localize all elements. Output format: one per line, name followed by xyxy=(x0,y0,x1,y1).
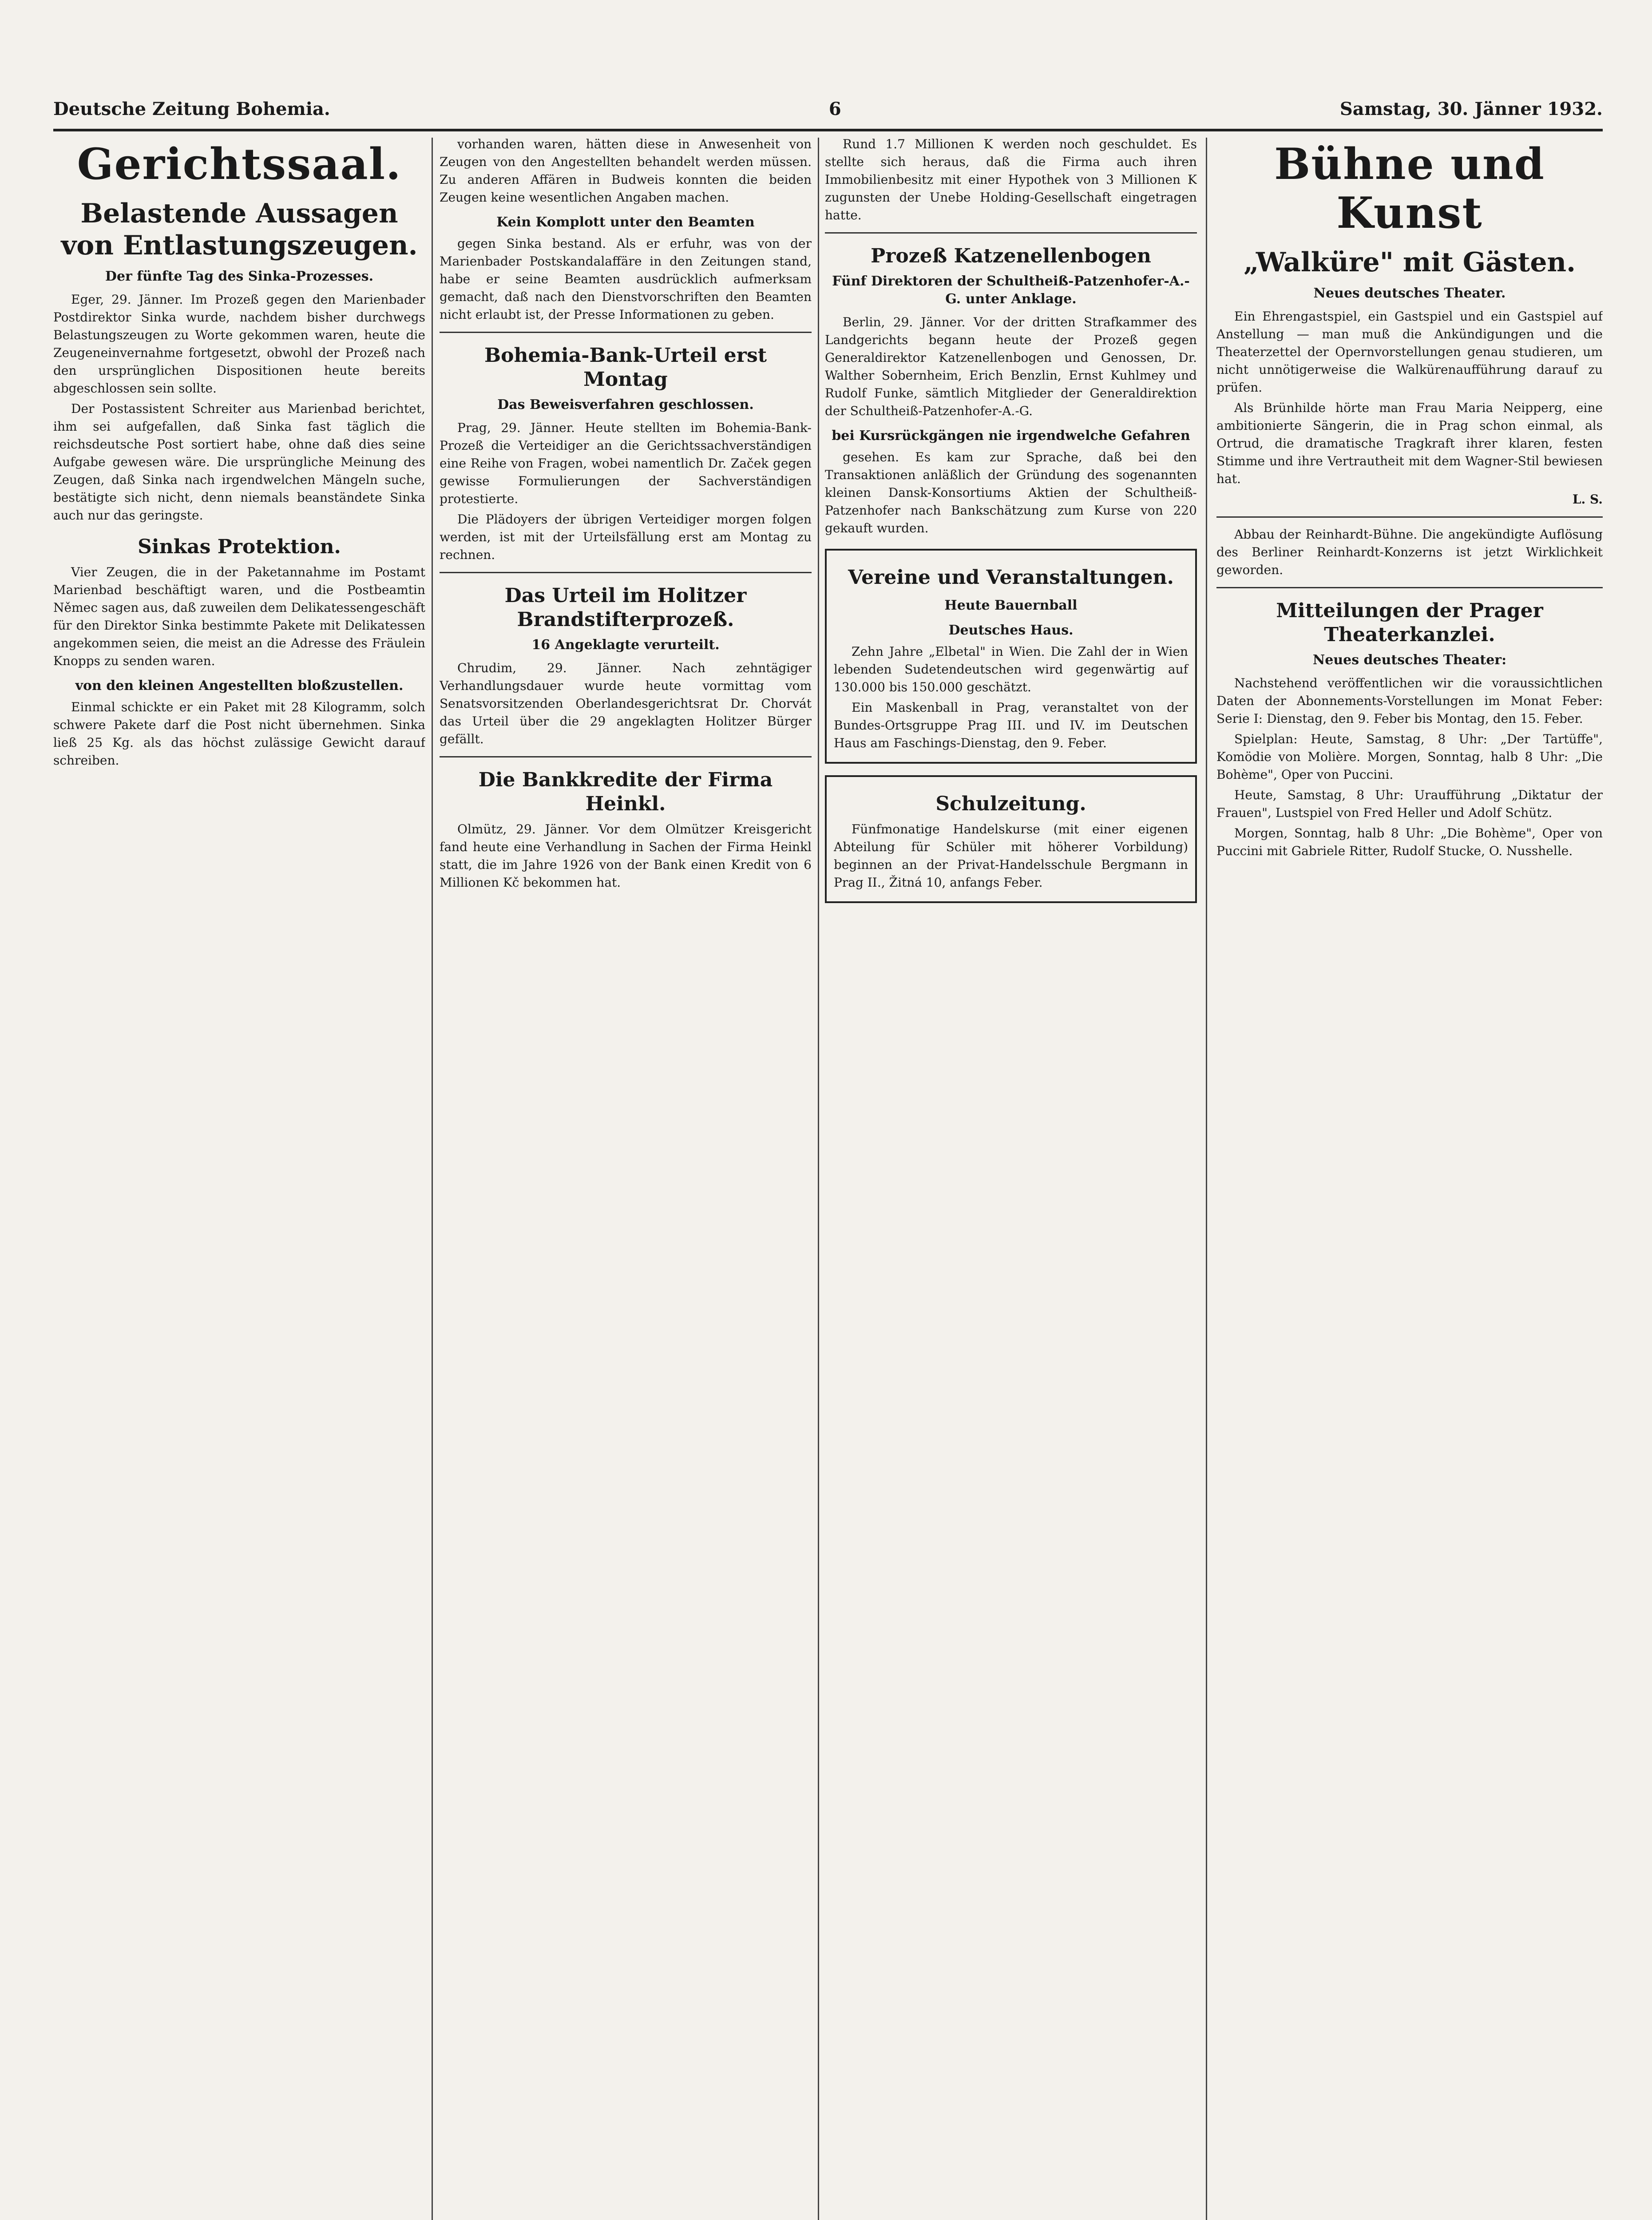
divider xyxy=(440,572,812,573)
paragraph: Ein Ehrengastspiel, ein Gastspiel und ein Gastspiel auf Anstellung — man muß die Ankündigungen und die Theaterzettel der Opernvorstellungen genau studieren, um nicht unnötigerweise die Walkürenaufführung darauf zu prüfen. xyxy=(1216,309,1603,395)
article-kicker: 16 Angeklagte verurteilt. xyxy=(531,637,720,653)
column-1 xyxy=(53,135,425,2220)
article-kicker-sinka: Der fünfte Tag des Sinka-Prozesses. xyxy=(105,269,374,284)
divider xyxy=(440,756,812,757)
paragraph: Die Plädoyers der übrigen Verteidiger morgen folgen werden, ist mit der Urteilsfällung erst am Montag zu rechnen. xyxy=(440,512,812,562)
paragraph: Der Postassistent Schreiter aus Marienbad berichtet, ihm sei aufgefallen, daß Sinka fast täglich die reichsdeutsche Post sortiert habe, ohne daß dies seine Aufgabe gewesen wäre. Die ursprüngliche Meinung des Zeugen, daß Sinka nach irgendwelchen Mängeln suche, bestätigte sich nicht, denn niemals beanständete Sinka auch nur das geringste. xyxy=(53,401,425,523)
section-title-stage: Bühne und Kunst xyxy=(1274,139,1545,238)
subheading: bei Kursrückgängen nie irgendwelche Gefahren xyxy=(832,428,1190,444)
article-title-katzenellenbogen: Prozeß Katzenellenbogen xyxy=(871,245,1151,267)
header-date: Samstag, 30. Jänner 1932. xyxy=(1339,98,1603,119)
events-title: Vereine und Veranstaltungen. xyxy=(848,566,1174,589)
column-3 xyxy=(825,135,1197,2220)
author-signature: L. S. xyxy=(1572,492,1603,507)
paragraph: Berlin, 29. Jänner. Vor der dritten Strafkammer des Landgerichts begann heute der Prozeß gegen Generaldirektor Katzenellenbogen und Genossen, Dr. Walther Sobernheim, Erich Benzlin, Ernst Kuhlmey und Rudolf Funke, sämtlich Mitglieder der Generaldirektion der Schultheiß-Patzenhofer-A.-G. xyxy=(825,315,1197,418)
header-masthead: Deutsche Zeitung Bohemia. xyxy=(53,98,330,119)
paragraph: Chrudim, 29. Jänner. Nach zehntägiger Verhandlungsdauer wurde heute vormittag vom Senatsvorsitzenden Oberlandesgerichtsrat Dr. Chorvát das Urteil über die 29 angeklagten Holitzer Bürger gefällt. xyxy=(440,661,812,746)
column-2 xyxy=(440,135,812,2220)
article-kicker: Fünf Direktoren der Schultheiß-Patzenhofer-A.-G. unter Anklage. xyxy=(832,274,1190,307)
school-title: Schulzeitung. xyxy=(935,793,1086,815)
paragraph: Vier Zeugen, die in der Paketannahme im Postamt Marienbad beschäftigt waren, und die Postbeamtin Němec sagen aus, daß zuweilen dem Delikatessengeschäft für den Direktor Sinka bestimmte Pakete mit Delikatessen angekommen seien, die meist an die Adresse des Fräulein Knopps zu senden waren. xyxy=(53,565,425,668)
subheading: Kein Komplott unter den Beamten xyxy=(496,214,755,230)
article-kicker: Neues deutsches Theater. xyxy=(1313,285,1506,301)
column-divider-2 xyxy=(818,138,819,2220)
column-divider-3 xyxy=(1206,138,1207,2220)
paragraph: gesehen. Es kam zur Sprache, daß bei den Transaktionen anläßlich der Gründung des sogenannten kleinen Dansk-Konsortiums Aktien der Schultheiß-Patzenhofer nach Bankschätzung zum Kurse von 220 gekauft wurden. xyxy=(825,450,1197,535)
paragraph: Einmal schickte er ein Paket mit 28 Kilogramm, solch schwere Pakete darf die Post nicht übernehmen. Sinka ließ 25 Kg. als das höchst zulässige Gewicht darauf schreiben. xyxy=(53,700,425,768)
paragraph: Spielplan: Heute, Samstag, 8 Uhr: „Der Tartüffe", Komödie von Molière. Morgen, Sonntag, halb 8 Uhr: „Die Bohème", Oper von Puccini. xyxy=(1216,732,1603,782)
events-subheading: Heute Bauernball xyxy=(944,598,1078,613)
subheading-protektion: Sinkas Protektion. xyxy=(138,535,341,558)
paragraph: Nachstehend veröffentlichen wir die voraussichtlichen Daten der Abonnements-Vorstellungen im Monat Feber: Serie I: Dienstag, den 9. Feber bis Montag, den 15. Feber. xyxy=(1216,676,1603,726)
paragraph: Rund 1.7 Millionen K werden noch geschuldet. Es stellte sich heraus, daß die Firma auch ihren Immobilienbesitz mit einer Hypothek von 3 Millionen K zugunsten der Unebe Holding-Gesellschaft eingetragen hatte. xyxy=(825,137,1197,222)
events-subheading: Deutsches Haus. xyxy=(948,622,1074,638)
column-4 xyxy=(1216,135,1603,2220)
paragraph: gegen Sinka bestand. Als er erfuhr, was von der Marienbader Postskandalaffäre in den Zeitungen stand, habe er seine Beamten ausdrücklich aufmerksam gemacht, daß nach den Dienstvorschriften den Beamten nicht erlaubt ist, der Presse Informationen zu geben. xyxy=(440,236,812,322)
paragraph: Eger, 29. Jänner. Im Prozeß gegen den Marienbader Postdirektor Sinka wurde, nachdem bisher durchwegs Belastungszeugen zu Worte gekommen waren, heute die Zeugeneinvernahme fortgesetzt, obwohl der Prozeß nach den ursprünglichen Dispositionen heute bereits abgeschlossen sein sollte. xyxy=(53,292,425,396)
section-title-court: Gerichtssaal. xyxy=(77,139,402,189)
article-title-theaterkanzlei: Mitteilungen der Prager Theaterkanzlei. xyxy=(1276,599,1543,646)
divider xyxy=(1216,516,1603,518)
article-title-bohemia-bank: Bohemia-Bank-Urteil erst Montag xyxy=(484,344,767,391)
article-kicker: Das Beweisverfahren geschlossen. xyxy=(497,397,754,412)
events-box xyxy=(825,549,1197,764)
paragraph: Als Brünhilde hörte man Frau Maria Neipperg, eine ambitionierte Sängerin, die in Prag schon einmal, als Ortrud, die dramatische Tragkraft ihrer klaren, festen Stimme und ihre Vertrautheit mit dem Wagner-Stil bewiesen hat. xyxy=(1216,400,1603,486)
paragraph: Olmütz, 29. Jänner. Vor dem Olmützer Kreisgericht fand heute eine Verhandlung in Sachen der Firma Heinkl statt, die im Jahre 1926 von der Bank einen Kredit von 6 Millionen Kč bekommen hat. xyxy=(440,822,812,890)
divider xyxy=(825,232,1197,234)
article-title-sinka: Belastende Aussagen von Entlastungszeugen. xyxy=(61,198,418,261)
paragraph: Fünfmonatige Handelskurse (mit einer eigenen Abteilung für Schüler mit höherer Vorbildung) beginnen an der Privat-Handelsschule Bergmann in Prag II., Žitná 10, anfangs Feber. xyxy=(834,822,1188,890)
article-title-walkuere: „Walküre" mit Gästen. xyxy=(1243,247,1576,278)
paragraph: Prag, 29. Jänner. Heute stellten im Bohemia-Bank-Prozeß die Verteidiger an die Gerichtssachverständigen eine Reihe von Fragen, wobei namentlich Dr. Začek gegen gewisse Formulierungen der Sachverständigen protestierte. xyxy=(440,420,812,506)
column-divider-1 xyxy=(432,138,433,2220)
page-header xyxy=(53,91,1603,127)
paragraph: Abbau der Reinhardt-Bühne. Die angekündigte Auflösung des Berliner Reinhardt-Konzerns ist jetzt Wirklichkeit geworden. xyxy=(1216,527,1603,577)
school-box xyxy=(825,775,1197,903)
paragraph: Morgen, Sonntag, halb 8 Uhr: „Die Bohème", Oper von Puccini mit Gabriele Ritter, Rudolf Stucke, O. Nusshelle. xyxy=(1216,826,1603,858)
header-page-number: 6 xyxy=(828,98,841,119)
paragraph: Zehn Jahre „Elbetal" in Wien. Die Zahl der in Wien lebenden Sudetendeutschen wird gegenwärtig auf 130.000 bis 150.000 geschätzt. xyxy=(834,644,1188,694)
subheading: von den kleinen Angestellten bloßzustellen. xyxy=(75,678,404,694)
divider xyxy=(440,332,812,333)
paragraph: vorhanden waren, hätten diese in Anwesenheit von Zeugen von den Angestellten behandelt werden müssen. Zu anderen Affären in Budweis konnten die beiden Zeugen keine wesentlichen Angaben machen. xyxy=(440,137,812,205)
article-kicker: Neues deutsches Theater: xyxy=(1312,652,1507,668)
header-rule xyxy=(53,129,1603,131)
paragraph: Ein Maskenball in Prag, veranstaltet von der Bundes-Ortsgruppe Prag III. und IV. im Deutschen Haus am Faschings-Dienstag, den 9. Feber. xyxy=(834,700,1188,750)
paragraph: Heute, Samstag, 8 Uhr: Uraufführung „Diktatur der Frauen", Lustspiel von Fred Heller und Adolf Schütz. xyxy=(1216,788,1603,820)
divider xyxy=(1216,587,1603,588)
article-title-heinkl: Die Bankkredite der Firma Heinkl. xyxy=(478,769,773,815)
article-title-holitz: Das Urteil im Holitzer Brandstifterprozeß. xyxy=(504,584,747,631)
